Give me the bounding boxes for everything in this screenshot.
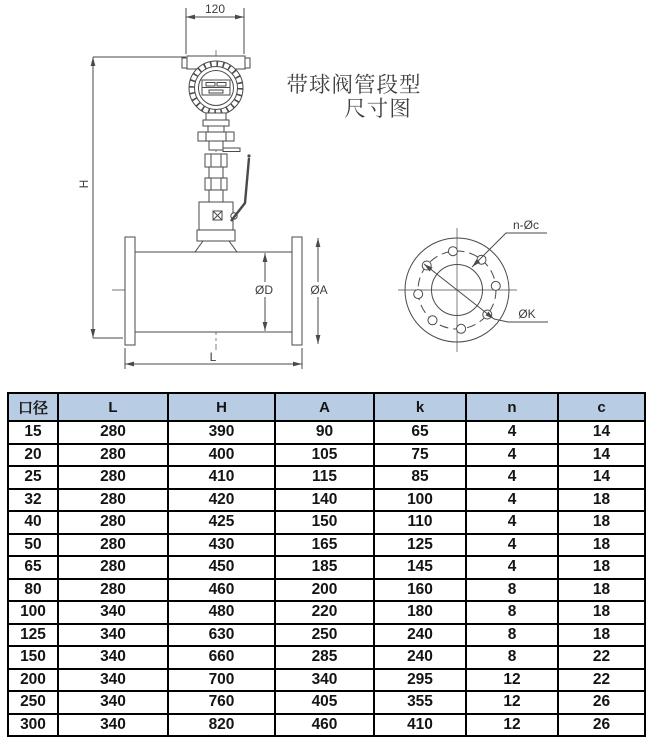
- table-cell: 220: [275, 601, 374, 624]
- table-cell: 425: [168, 511, 275, 534]
- dim-label-OA: ØA: [310, 283, 328, 297]
- table-cell: 18: [558, 489, 645, 512]
- table-row: [8, 511, 645, 534]
- table-cell: 280: [58, 556, 168, 579]
- table-cell: 150: [8, 646, 58, 669]
- table-cell: 420: [168, 489, 275, 512]
- table-cell: 4: [466, 511, 558, 534]
- table-cell: 480: [168, 601, 275, 624]
- table-cell: 14: [558, 466, 645, 489]
- header-diameter: 口径: [8, 393, 58, 421]
- flange-face-view: [398, 228, 548, 352]
- table-cell: 20: [8, 444, 58, 467]
- table-row: [8, 646, 645, 669]
- dimension-table-body: [8, 421, 645, 736]
- table-cell: 18: [558, 511, 645, 534]
- table-cell: 410: [168, 466, 275, 489]
- head-neck: [203, 113, 229, 132]
- table-cell: 285: [275, 646, 374, 669]
- table-cell: 430: [168, 534, 275, 557]
- table-cell: 145: [374, 556, 466, 579]
- table-cell: 340: [58, 624, 168, 647]
- table-cell: 26: [558, 691, 645, 714]
- table-cell: 820: [168, 714, 275, 737]
- table-cell: 14: [558, 444, 645, 467]
- table-cell: 160: [374, 579, 466, 602]
- dim-label-nOc: n-Øc: [512, 218, 540, 232]
- table-cell: 340: [58, 714, 168, 737]
- table-cell: 18: [558, 534, 645, 557]
- table-cell: 12: [466, 669, 558, 692]
- header-k: k: [374, 393, 466, 421]
- dim-label-120: 120: [204, 2, 226, 16]
- table-cell: 12: [466, 714, 558, 737]
- table-cell: 18: [558, 601, 645, 624]
- table-cell: 22: [558, 646, 645, 669]
- table-cell: 105: [275, 444, 374, 467]
- dim-label-L: L: [209, 350, 217, 364]
- valve-stack: [195, 132, 251, 252]
- header-A: A: [275, 393, 374, 421]
- table-cell: 185: [275, 556, 374, 579]
- table-cell: 140: [275, 489, 374, 512]
- table-cell: 18: [558, 579, 645, 602]
- side-pin: [223, 148, 240, 152]
- table-header-row: [8, 393, 645, 421]
- table-cell: 26: [558, 714, 645, 737]
- transmitter-head: [189, 61, 243, 115]
- table-cell: 180: [374, 601, 466, 624]
- table-cell: 115: [275, 466, 374, 489]
- table-cell: 40: [8, 511, 58, 534]
- table-cell: 300: [8, 714, 58, 737]
- table-cell: 280: [58, 579, 168, 602]
- table-row: [8, 556, 645, 579]
- table-cell: 355: [374, 691, 466, 714]
- table-cell: 460: [168, 579, 275, 602]
- table-cell: 4: [466, 466, 558, 489]
- table-cell: 125: [8, 624, 58, 647]
- table-cell: 85: [374, 466, 466, 489]
- drawing-title-line1: 带球阀管段型: [286, 73, 422, 97]
- table-cell: 110: [374, 511, 466, 534]
- table-cell: 630: [168, 624, 275, 647]
- table-row: [8, 691, 645, 714]
- pipe-flange-left: [125, 237, 135, 345]
- table-cell: 4: [466, 489, 558, 512]
- table-cell: 65: [374, 421, 466, 444]
- table-cell: 400: [168, 444, 275, 467]
- table-row: [8, 466, 645, 489]
- table-row: [8, 444, 645, 467]
- table-cell: 14: [558, 421, 645, 444]
- table-cell: 390: [168, 421, 275, 444]
- dim-label-OD: ØD: [255, 283, 273, 297]
- table-cell: 250: [275, 624, 374, 647]
- table-row: [8, 669, 645, 692]
- table-cell: 50: [8, 534, 58, 557]
- table-cell: 280: [58, 444, 168, 467]
- table-cell: 240: [374, 646, 466, 669]
- table-cell: 280: [58, 466, 168, 489]
- header-H: H: [168, 393, 275, 421]
- table-cell: 295: [374, 669, 466, 692]
- table-row: [8, 421, 645, 444]
- table-cell: 280: [58, 489, 168, 512]
- table-cell: 90: [275, 421, 374, 444]
- dimension-table: [7, 392, 646, 737]
- table-cell: 100: [374, 489, 466, 512]
- table-cell: 150: [275, 511, 374, 534]
- table-cell: 18: [558, 624, 645, 647]
- table-cell: 240: [374, 624, 466, 647]
- table-cell: 8: [466, 646, 558, 669]
- table-cell: 200: [8, 669, 58, 692]
- meter-side-view: [93, 8, 334, 369]
- table-cell: 340: [58, 646, 168, 669]
- table-row: [8, 579, 645, 602]
- table-cell: 340: [58, 691, 168, 714]
- table-cell: 250: [8, 691, 58, 714]
- table-cell: 12: [466, 691, 558, 714]
- table-cell: 8: [466, 624, 558, 647]
- table-cell: 280: [58, 421, 168, 444]
- table-cell: 25: [8, 466, 58, 489]
- table-cell: 18: [558, 556, 645, 579]
- table-cell: 410: [374, 714, 466, 737]
- pipe-flange-right: [292, 237, 302, 345]
- table-cell: 340: [275, 669, 374, 692]
- table-cell: 700: [168, 669, 275, 692]
- table-row: [8, 601, 645, 624]
- table-cell: 8: [466, 579, 558, 602]
- table-row: [8, 624, 645, 647]
- table-cell: 8: [466, 601, 558, 624]
- table-cell: 165: [275, 534, 374, 557]
- table-cell: 405: [275, 691, 374, 714]
- table-row: [8, 534, 645, 557]
- table-cell: 15: [8, 421, 58, 444]
- valve-handle: [231, 158, 249, 221]
- table-cell: 660: [168, 646, 275, 669]
- table-cell: 22: [558, 669, 645, 692]
- header-L: L: [58, 393, 168, 421]
- head-lug-left: [182, 58, 187, 68]
- dim-label-H: H: [77, 179, 91, 189]
- table-cell: 340: [58, 601, 168, 624]
- table-cell: 100: [8, 601, 58, 624]
- table-cell: 4: [466, 556, 558, 579]
- dim-label-OK: ØK: [518, 307, 536, 321]
- table-row: [8, 489, 645, 512]
- table-cell: 460: [275, 714, 374, 737]
- table-cell: 75: [374, 444, 466, 467]
- table-cell: 200: [275, 579, 374, 602]
- table-cell: 340: [58, 669, 168, 692]
- drawing-title-line2: 尺寸图: [344, 97, 412, 121]
- table-cell: 125: [374, 534, 466, 557]
- header-c: c: [558, 393, 645, 421]
- table-cell: 32: [8, 489, 58, 512]
- header-n: n: [466, 393, 558, 421]
- table-cell: 450: [168, 556, 275, 579]
- table-cell: 65: [8, 556, 58, 579]
- table-cell: 4: [466, 421, 558, 444]
- table-cell: 280: [58, 511, 168, 534]
- table-cell: 4: [466, 534, 558, 557]
- table-cell: 80: [8, 579, 58, 602]
- head-lug-right: [245, 58, 250, 68]
- table-cell: 760: [168, 691, 275, 714]
- table-cell: 280: [58, 534, 168, 557]
- table-cell: 4: [466, 444, 558, 467]
- table-row: [8, 714, 645, 737]
